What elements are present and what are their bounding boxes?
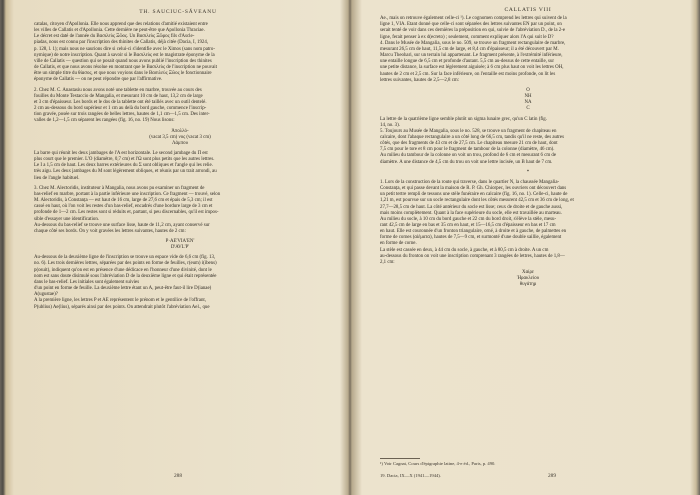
text-line: et 3 cm d'épaisseur. Les bords et le dos de la tablette ont été taillés avec un outil dentelé. xyxy=(34,99,207,105)
text-line: une petite distance, la surface est légèrement aiguisée; à 6 cm plus haut on voit les lettres OH, xyxy=(380,65,564,71)
journal-footer: 19. Dacia, IX—X (1941—1944). xyxy=(380,473,441,478)
text-line: no. 6). Les trois dernières lettres, séparées par des points en forme de feuilles, r(eum) i(ibens) xyxy=(34,261,217,267)
inscription-line: P·AE'VIA'EN' xyxy=(165,239,195,244)
inscription-line: θυγάτηρ xyxy=(519,282,537,288)
inscription-line: O xyxy=(526,87,530,93)
page-header: TH. SAUCIUC-SĂVEANU xyxy=(139,9,217,15)
text-line: 27,7—28,5 cm de haut. La côté antérieur du socle est lisse; ceux de droite et de gauche aussi, xyxy=(380,204,563,210)
text-line: lettres suivantes, hautes de 2,5—2,8 cm: xyxy=(380,77,460,83)
text-line: éponyme de Callatis — on ne peut répondre que par l'affirmative. xyxy=(34,77,163,83)
text-line: ligne, ferait penser à ex d(ecreto) ; seulement, comment expliquer alors l'A qui suit le D? xyxy=(380,34,554,40)
text-line: 1. Lors de la construction de la route qui traverse, dans le quartier N, la chaussée Mangalia- xyxy=(380,179,560,185)
text-line: un petit tertre rempli de tessons une stèle funéraire en calcaire (fig. 16, no. 1). Celle-ci, haute de xyxy=(380,192,568,198)
text-line: sible d'essayer une identification. xyxy=(34,216,99,222)
text-line: côtés, que des fragments de 43 cm et de 27,5 cm. Le chapiteau mesure 21 cm de haut, dont xyxy=(380,141,558,147)
text-line: 4. Dans le Musée de Mangalia, sous le no. 509, se trouve un fragment rectangulaire de marbre, xyxy=(380,40,566,46)
text-line: 2,1 cm: xyxy=(380,259,395,265)
text-line: tion gravée, posée sur trois rangées de belles lettres, hautes de 1,1 cm—1,5 cm. Des inter- xyxy=(34,112,210,118)
page-header: CALLATIS VIII xyxy=(504,7,552,13)
text-line: bas-relief en marbre, portant à la partie inférieure une inscription. Ce fragment — trouvé, selon xyxy=(34,191,221,197)
text-line: piadas, nous est connu par l'inscription des thinites de Callatis, déjà citée (Dacia, I, 1924, xyxy=(34,40,209,46)
inscription-line: * xyxy=(526,169,530,175)
text-line: en forme de corne. xyxy=(380,241,417,247)
text-line: au-dessous du fronton on voit une inscription comprenant 3 rangées de lettres, hautes de 1,8— xyxy=(380,253,565,259)
footnote: ¹) Voir Cagnat, Cours d'épigraphie latine, 4-e éd., Paris, p. 490. xyxy=(380,461,496,466)
text-line: Au-dessous de la deuxième ligne de l'inscription se trouve un espace vide de 6,6 cm (fig. 13, xyxy=(34,255,216,261)
page-body xyxy=(380,7,676,289)
text-line: mesurant 26,5 cm de haut, 11,5 cm de large, et 8,4 cm d'épaisseur; il a été découvert par M. xyxy=(380,46,559,52)
text-line: hautes de 2 cm et 2,5 cm. Sur la face inférieure, on l'entaille est moins profonde, on lit les xyxy=(380,71,556,77)
inscription-line: D'AVL'P' xyxy=(170,245,190,251)
text-line: forme de cornes (αἰέματα), hautes de 7,5—9 cm, et surmonté d'une double saillie, également xyxy=(380,235,562,241)
inscription-line: Λάμπου xyxy=(171,140,189,146)
text-line: 7,5 cm pour le tore et 8 cm pour le fragment de tambour de la colonne (diamètre, 46 cm). xyxy=(380,147,555,153)
text-line: Ae., mais on retrouve également celle-ci ¹). Le cognomen comprend les lettres qui suivent de la xyxy=(380,16,567,22)
text-line: P(ublius) Ae(lius), séparés ainsi par des points. On attendrait plutôt l'abréviation Ael., que xyxy=(34,304,210,310)
inscription-line: Χαίρε xyxy=(522,270,534,276)
text-line: serait tenté de voir dans ces dernières la préposition en qui, suivie de l'abréviation D., de la 2-e xyxy=(380,28,566,34)
text-line: 2. Chez M. C. Anastasiu nous avons noté une tablette en marbre, trouvée au cours des xyxy=(34,87,202,93)
text-line: Au-dessous du bas-relief se trouve une surface lisse, haute de 11,2 cm, ayant conservé sur xyxy=(34,222,210,228)
inscription-line: C xyxy=(526,106,530,112)
text-line: catalas, citoyen d'Apollonia. Elle nous apprend que des relations d'amitié existaient entre xyxy=(34,22,208,27)
text-line: plus court que le premier. L'O (diamètre, 0,7 cm) et l'Ω sont plus petits que les autres lettres. xyxy=(34,157,215,163)
text-line: 2 cm au-dessous du bord supérieur et 1 cm au delà du bord gauche, commence l'inscrip- xyxy=(34,106,207,112)
text-line: être un simple titre du θίασος, et que nous voyions dans le Βασιλεὺς Ξῶος le fonctionnaire xyxy=(34,71,212,77)
text-line: 3. Chez M. Alectoridis, instituteur à Mangalia, nous avons pu examiner un fragment de xyxy=(34,185,205,191)
text-line: calcaire, dont l'abaque rectangulaire a un côté long de 66,5 cm, tandis qu'il ne reste, des autres xyxy=(380,134,565,140)
text-line: Au milieu du socle, à 10 cm du bord gauche et 22 cm du bord droit, s'élève la stèle, mesu- xyxy=(380,216,557,222)
text-line: nymique) de notre inscription. Quant à savoir si le Βασιλεὺς est le magistrate éponyme de la xyxy=(34,52,215,58)
text-line: mais moins complètement. Quant à la face supérieure du socle, elle est travaillée au marteau. xyxy=(380,210,562,216)
text-line: La lettre de la quatrième ligne semble plutôt un sigma lunaire grec, qu'un C latin (fig. xyxy=(380,116,547,122)
text-line: de Callatis, et que nous avons résolue en montrant que le Βασιλεὺς de l'inscription ne pouvait xyxy=(34,65,217,71)
inscription-line: NH xyxy=(524,94,532,100)
text-line: très aigu. Les deux jambages du M sont légèrement obliques, et réunis par un trait arrondi, au xyxy=(34,169,217,175)
text-line: ville de Callatis — question qui se posait quand nous avons publié l'inscription des thinites xyxy=(34,58,212,64)
inscription-line: NA xyxy=(524,100,532,106)
text-line: La barre qui réunit les deux jambages de l'A est horizontale. Le second jambage du Π est xyxy=(34,150,208,156)
text-line: valles de 1,2—1,5 cm séparent les rangées (fig. 16, no. 19) Nous lisons: xyxy=(34,118,175,124)
footnote-rule xyxy=(380,458,420,459)
text-line: 14, no. 3). xyxy=(380,122,400,128)
text-line: en haut. Elle est couronnée d'un fronton triangulaire, orné, à droite et à gauche, de palmettes en xyxy=(380,229,567,235)
text-line: p(osuit), indiquent qu'on est en présence d'une dédicace en l'honneur d'une divinité, dont le xyxy=(34,267,212,273)
text-line: une entaille longue de 6,5 cm et profonde d'autant. 5,5 cm au-dessus de cette entaille, sur xyxy=(380,59,555,65)
text-line: ligne 1, VIA. Etant donné que celle-ci sont séparées des lettres suivantes EN par un point, on xyxy=(380,22,562,28)
inscription-line: Ἀπολλό- xyxy=(171,128,189,134)
text-line: Marcu Theohari, sur un terrain lui appartenant. Le fragment présente, à l'extrémité inférieure, xyxy=(380,53,563,59)
text-line: Au milieu du tambour de la colonne on voit un trou, profond de 6 cm et mesurant 6 cm de xyxy=(380,153,557,159)
text-line: A(ugustae)? xyxy=(34,292,58,298)
page-body xyxy=(34,22,326,311)
text-line: d'un point en forme de feuille. La deuxième lettre étant un A, peut-être faut-il lire D(ianae) xyxy=(34,286,212,292)
text-line: nom est sans doute disimulé sous l'abréviation D de la deuxième ligne et qui était représentée xyxy=(34,273,217,279)
text-line: M. Alectoridis, à Constanța — est haut de 16 cm, large de 27,6 cm et épais de 5,3 cm; il est xyxy=(34,198,213,204)
text-line: p. 128, l. 1); mais nous ne saurions dire si celui-ci s'identifie avec le Ximos (sans nom patro- xyxy=(34,46,215,52)
text-line: profonde de 1—2 cm. Les restes sont si réduits et, partant, si peu discernables, qu'il est impos- xyxy=(34,210,219,216)
text-line: 5. Toujours au Musée de Mangalia, sous le no. 528, se trouve un fragment de chapiteau en xyxy=(380,128,557,134)
text-line: A la première ligne, les lettres P et AE représentent le prénom et le gentilice de l'offrant, xyxy=(34,298,206,304)
text-line: rant 42,5 cm de large en bas et 35 cm en haut, et 15—16,5 cm d'épaisseur en bas et 17 cm xyxy=(380,223,556,228)
text-line: les villes de Callatis et d'Apollonia. Cette dernière ne peut-être que Apollonia Thraciae. xyxy=(34,28,205,34)
text-line: fouilles du Monte Testaccio de Mangalia, et mesurant 10 cm de haut, 13,2 cm de large xyxy=(34,93,203,99)
text-line: dans le bas-relief. Les initiales sont également suivies xyxy=(34,279,140,285)
text-line: diamètre. A une distance de 4,5 cm du trou on voit une lettre incisée, un B haut de 7 cm. xyxy=(380,159,553,165)
text-line: 1,21 m, est pourvue sur un socle rectangulaire dont les côtés mesurent 42,5 cm et 36 cm de long, et xyxy=(380,198,574,204)
text-line: La stèle est cassée en deux, à 44 cm du socle, à gauche, et à 80,5 cm à droite. A un cm xyxy=(380,247,549,253)
text-line: chaque côté ses bords. On y voit gravées les lettres suivantes, hautes de 2 cm: xyxy=(34,228,186,234)
text-line: Constanța, et qui passe devant la maison de R. P. Gh. Chiorpec, les ouvriers ont découvert dans xyxy=(380,186,567,192)
text-line: lieu de l'angle habituel. xyxy=(34,175,80,181)
text-line: Le décret est daté de l'année du Βασιλεὺς Ξῶος. Un Βασιλεὺς Ξῶρος fils d'Ascle- xyxy=(34,34,195,40)
text-line: cassé en haut, où l'on voit les restes d'un bas-relief, encadrés d'une bordure large de 3 cm et xyxy=(34,204,213,210)
page-number: 288 xyxy=(174,473,182,479)
right-page xyxy=(354,0,690,495)
text-line: Le I a 1,5 cm de haut. Les deux barres extérieures du Σ sont obliques et l'angle qui les relie. xyxy=(34,163,213,169)
page-number: 289 xyxy=(548,473,556,479)
inscription-line: (vacat 3,5 cm) νος (vacat 3 cm) xyxy=(149,134,211,140)
left-page xyxy=(10,0,346,495)
inscription-line: Ἡρακλείου xyxy=(516,276,540,282)
